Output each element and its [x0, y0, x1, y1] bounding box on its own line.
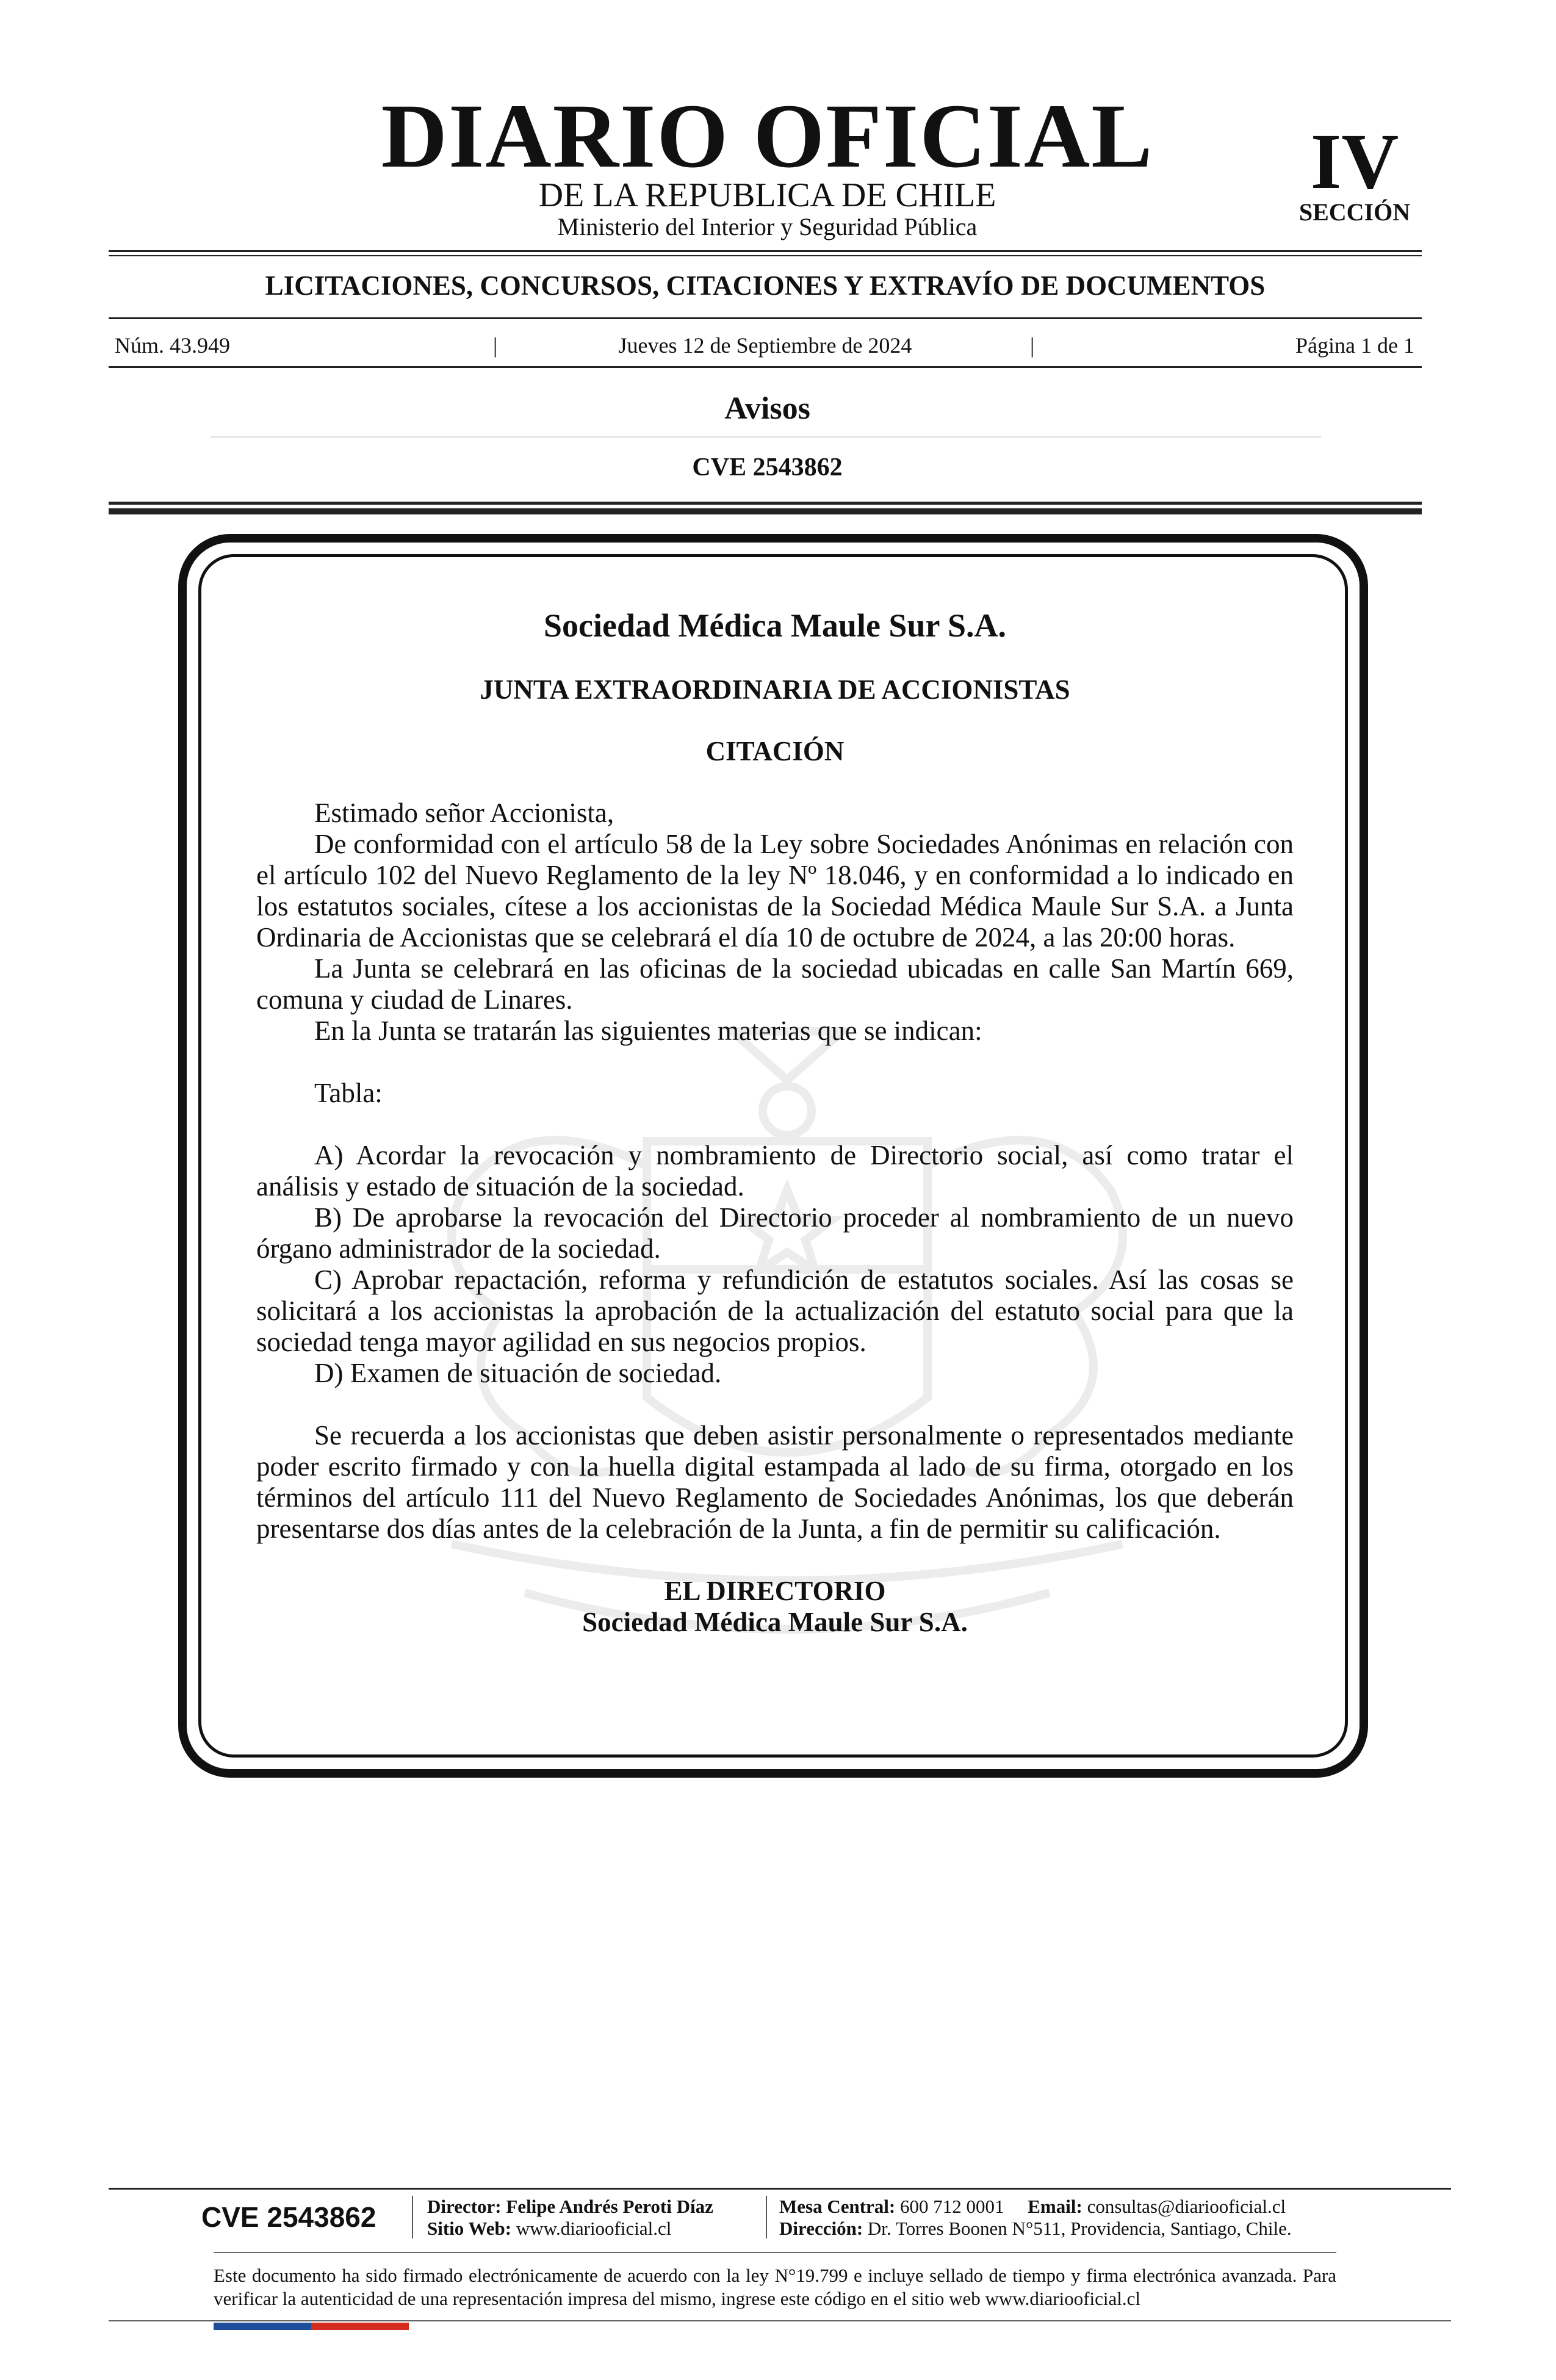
- signature-company: Sociedad Médica Maule Sur S.A.: [582, 1607, 968, 1637]
- header-bottom-rule-thick: [109, 508, 1422, 514]
- footer-rule: [214, 2252, 1336, 2253]
- website-label: Sitio Web:: [427, 2218, 512, 2239]
- flag-stripe-blue: [214, 2323, 311, 2330]
- footer-separator: [412, 2196, 413, 2238]
- notice-meeting-title: JUNTA EXTRAORDINARIA DE ACCIONISTAS: [480, 674, 1070, 705]
- section-label: SECCIÓN: [1298, 198, 1411, 226]
- footer-cve-code: CVE 2543862: [201, 2201, 376, 2233]
- address-label: Dirección:: [779, 2218, 863, 2239]
- masthead-subtitle: DE LA REPUBLICA DE CHILE: [538, 176, 996, 214]
- footer-contact-block: [779, 2196, 1292, 2240]
- masthead-ministry: Ministerio del Interior y Seguridad Pública: [557, 213, 978, 240]
- masthead-rule-top-thin: [109, 255, 1422, 256]
- footer-director-block: [427, 2196, 713, 2240]
- flag-stripe-red: [311, 2323, 409, 2330]
- issue-bar: [109, 333, 1422, 358]
- phone-value: 600 712 0001: [900, 2196, 1004, 2217]
- notice-citation-title: CITACIÓN: [705, 736, 845, 766]
- notice-paragraph: En la Junta se tratarán las siguientes materias que se indican:: [314, 1015, 982, 1046]
- notice-greeting: Estimado señor Accionista,: [314, 798, 614, 828]
- category-title: Avisos: [724, 391, 810, 426]
- issue-separator: |: [493, 333, 498, 358]
- agenda-item: D) Examen de situación de sociedad.: [314, 1358, 722, 1388]
- section-heading-rule: [109, 317, 1422, 319]
- masthead-rule-top: [109, 250, 1422, 252]
- email-link[interactable]: consultas@diariooficial.cl: [1087, 2196, 1286, 2217]
- footer-rule: [109, 2188, 1451, 2190]
- section-heading: LICITACIONES, CONCURSOS, CITACIONES Y EXTRAVÍO DE DOCUMENTOS: [265, 270, 1266, 301]
- notice-content: [256, 607, 1294, 1638]
- cve-code: CVE 2543862: [692, 453, 843, 481]
- director-value: Felipe Andrés Peroti Díaz: [506, 2196, 713, 2217]
- header-bottom-rule: [109, 502, 1422, 505]
- notice-paragraph: De conformidad con el artículo 58 de la Ley sobre Sociedades Anónimas en relación con el artículo 102 del Nuevo Reglamento de la ley Nº 18.046, y en conformidad a lo indicado en los estatutos sociales, cítese a los accionistas de la Sociedad Médica Maule Sur S.A. a Junta Ordinaria de Accionistas que se celebrará el día 10 de octubre de 2024, a las 20:00 horas.: [256, 829, 1294, 953]
- footer-separator: [766, 2196, 767, 2238]
- notice-reminder: Se recuerda a los accionistas que deben asistir personalmente o representados mediante poder escrito firmado y con la huella digital estampada al lado de su firma, otorgado en los términos del artículo 111 del Nuevo Reglamento de Sociedades Anónimas, los que deberán presentarse dos días antes de la celebración de la Junta, a fin de permitir su calificación.: [256, 1420, 1294, 1544]
- footer-legal-notice: Este documento ha sido firmado electrónicamente de acuerdo con la ley N°19.799 e incluye sellado de tiempo y firma electrónica avanzada. Para verificar la autenticidad de una representación impresa del mismo, ingrese este código en el sitio web www.diariooficial.cl: [214, 2265, 1336, 2309]
- email-label: Email:: [1028, 2196, 1082, 2217]
- category-divider: [211, 436, 1321, 438]
- issue-bar-rule: [109, 366, 1422, 368]
- phone-label: Mesa Central:: [779, 2196, 896, 2217]
- address-value: Dr. Torres Boonen N°511, Providencia, Santiago, Chile.: [867, 2218, 1292, 2239]
- notice-table-label: Tabla:: [314, 1078, 383, 1108]
- footer-rule: [109, 2320, 1451, 2321]
- section-numeral: IV: [1310, 118, 1399, 206]
- issue-separator: |: [1030, 333, 1035, 358]
- agenda-item: A) Acordar la revocación y nombramiento de Directorio social, así como tratar el análisis y estado de situación de la sociedad.: [256, 1140, 1294, 1202]
- agenda-item: C) Aprobar repactación, reforma y refundición de estatutos sociales. Así las cosas se solicitará a los accionistas la aprobación de la actualización del estatuto social para que la sociedad tenga mayor agilidad en sus negocios propios.: [256, 1264, 1294, 1357]
- notice-paragraph: La Junta se celebrará en las oficinas de la sociedad ubicadas en calle San Martín 669, comuna y ciudad de Linares.: [256, 953, 1294, 1015]
- notice-company-name: Sociedad Médica Maule Sur S.A.: [543, 607, 1007, 644]
- masthead-title: DIARIO OFICIAL: [381, 85, 1154, 187]
- website-link[interactable]: www.diariooficial.cl: [516, 2218, 672, 2239]
- director-label: Director:: [427, 2196, 502, 2217]
- issue-page: Página 1 de 1: [1295, 333, 1414, 358]
- issue-date: Jueves 12 de Septiembre de 2024: [618, 333, 912, 358]
- issue-number: Núm. 43.949: [115, 333, 230, 358]
- signature-line: EL DIRECTORIO: [664, 1576, 886, 1606]
- agenda-item: B) De aprobarse la revocación del Directorio proceder al nombramiento de un nuevo órgano administrador de la sociedad.: [256, 1202, 1294, 1264]
